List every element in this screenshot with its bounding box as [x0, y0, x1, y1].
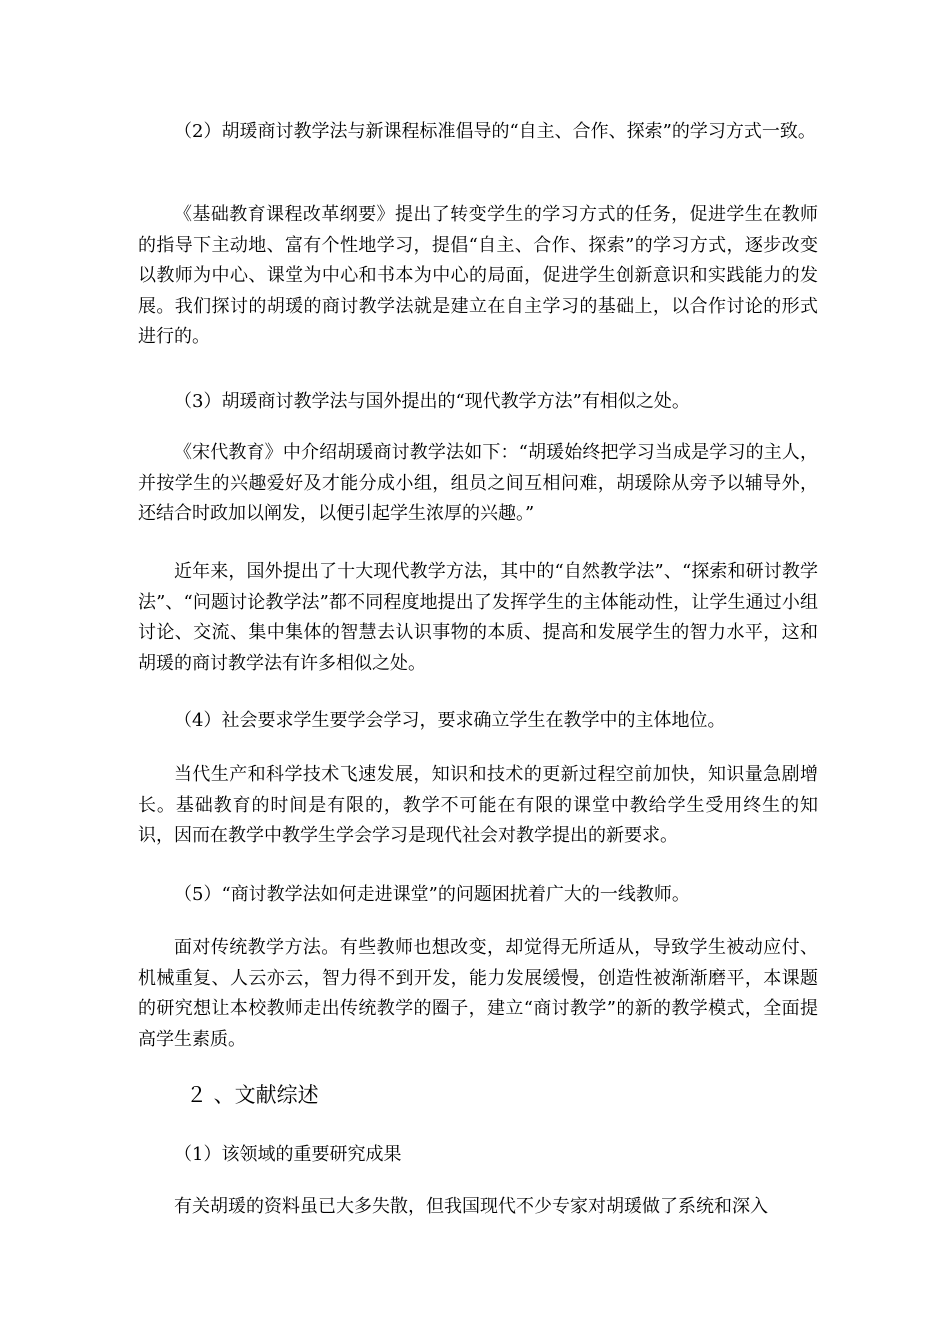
paragraph-point-5: （5）“商讨教学法如何走进课堂”的问题困扰着广大的一线教师。 — [174, 884, 690, 905]
section-heading-literature-review: ２ 、文献综述 — [186, 1083, 319, 1107]
paragraph-point-3: （3）胡瑗商讨教学法与国外提出的“现代教学方法”有相似之处。 — [174, 391, 690, 412]
paragraph-knowledge-growth: 当代生产和科学技术飞速发展，知识和技术的更新过程空前加快，知识量急剧增长。基础教育的时间是有限的，教学不可能在有限的课堂中教给学生受用终生的知识，因而在教学中教学生学会学习是现代社会对教学提出的新要求。 — [138, 764, 818, 846]
paragraph-hu-yuan-materials: 有关胡瑗的资料虽已大多失散，但我国现代不少专家对胡瑗做了系统和深入 — [174, 1196, 768, 1217]
paragraph-traditional-methods: 面对传统教学方法。有些教师也想改变，却觉得无所适从，导致学生被动应付、机械重复、人云亦云，智力得不到开发，能力发展缓慢，创造性被渐渐磨平，本课题的研究想让本校教师走出传统教学的圈子，建立“商讨教学”的新的教学模式，全面提高学生素质。 — [138, 937, 818, 1050]
subheading-research-results: （1）该领域的重要研究成果 — [174, 1144, 402, 1165]
paragraph-point-4: （4）社会要求学生要学会学习，要求确立学生在教学中的主体地位。 — [174, 710, 726, 731]
paragraph-song-education: 《宋代教育》中介绍胡瑗商讨教学法如下：“胡瑗始终把学习当成是学习的主人，并按学生的兴趣爱好及才能分成小组，组员之间互相问难，胡瑗除从旁予以辅导外，还结合时政加以阐发，以便引起学生浓厚的兴趣。” — [138, 442, 818, 524]
paragraph-point-2: （2）胡瑗商讨教学法与新课程标准倡导的“自主、合作、探索”的学习方式一致。 — [174, 121, 816, 142]
paragraph-modern-methods: 近年来，国外提出了十大现代教学方法，其中的“自然教学法”、“探索和研讨教学法”、“问题讨论教学法”都不同程度地提出了发挥学生的主体能动性，让学生通过小组讨论、交流、集中集体的智慧去认识事物的本质、提高和发展学生的智力水平，这和胡瑗的商讨教学法有许多相似之处。 — [138, 561, 818, 674]
paragraph-curriculum-reform: 《基础教育课程改革纲要》提出了转变学生的学习方式的任务，促进学生在教师的指导下主动地、富有个性地学习，提倡“自主、合作、探索”的学习方式，逐步改变以教师为中心、课堂为中心和书本为中心的局面，促进学生创新意识和实践能力的发展。我们探讨的胡瑗的商讨教学法就是建立在自主学习的基础上，以合作讨论的形式进行的。 — [138, 204, 818, 347]
